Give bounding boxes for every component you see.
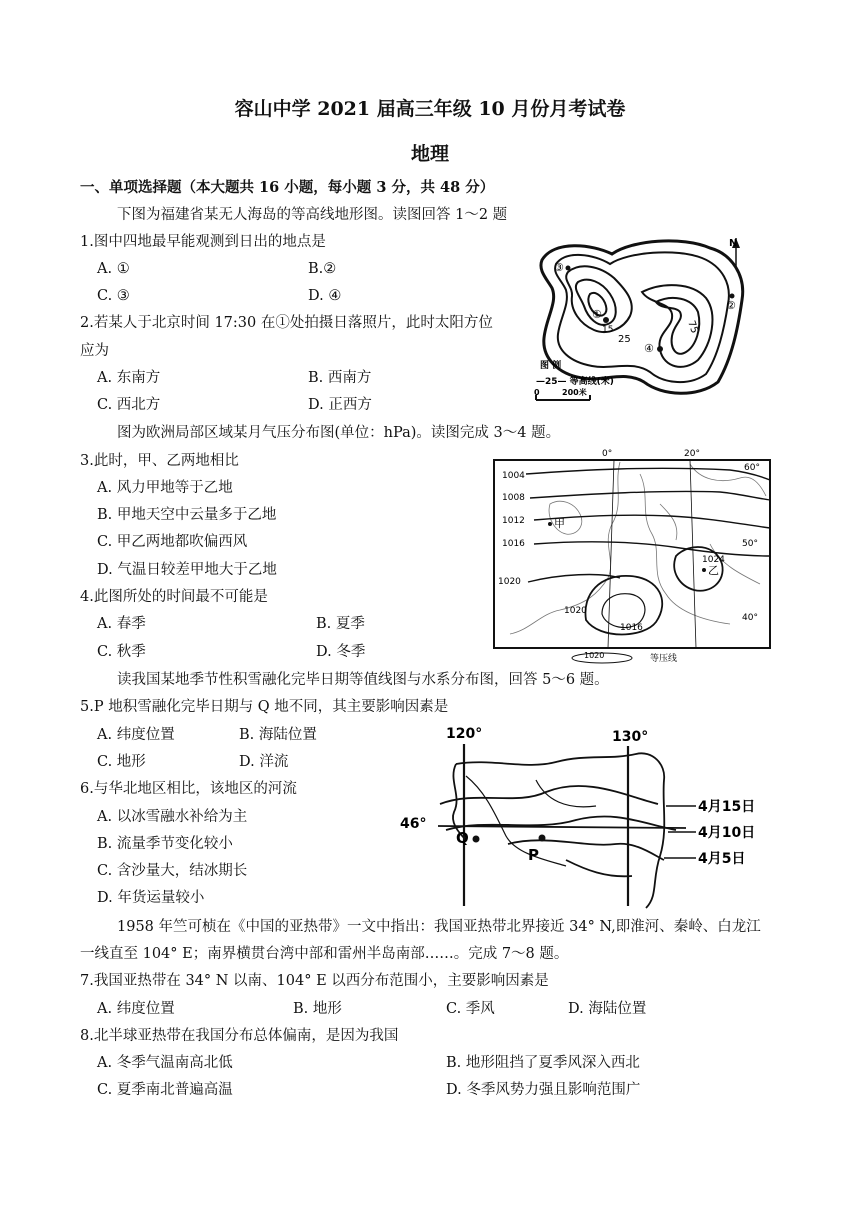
isobar-1008-label: 1008 [502,493,525,503]
isobar-1020-inner-label: 1020 [564,606,587,616]
lat-40-label: 40° [742,613,758,623]
q2-option-b: B. 西南方 [308,370,372,386]
q1-option-d: D. ④ [308,288,342,304]
group4-intro-line2: 一线直至 104° E；南界横贯台湾中部和雷州半岛南部……。完成 7～8 题。 [80,946,569,962]
q8-stem: 8.北半球亚热带在我国分布总体偏南，是因为我国 [80,1028,399,1044]
q6-stem: 6.与华北地区相比，该地区的河流 [80,781,297,797]
island-contour-map [532,232,762,412]
isoline-apr15-label: 4月15日 [698,799,756,815]
north-label: N [729,238,738,249]
legend-contour: —25— 等高线(米) [536,377,614,387]
point-2-label: ② [726,299,736,312]
q2-stem-line2: 应为 [80,343,109,359]
exam-title: 容山中学 2021 届高三年级 10 月份月考试卷 [234,98,626,120]
point-4-label: ④ [644,342,654,355]
isoline-apr10-label: 4月10日 [698,825,756,841]
q5-option-c: C. 地形 [97,754,146,770]
point-p-label: P [528,846,539,864]
point-q-label: Q [456,829,469,847]
legend-isobar-value: 1020 [584,651,605,660]
q8-option-b: B. 地形阻挡了夏季风深入西北 [446,1055,640,1071]
group2-intro: 图为欧洲局部区域某月气压分布图(单位：hPa)。读图完成 3～4 题。 [117,425,561,441]
group3-intro: 读我国某地季节性积雪融化完毕日期等值线图与水系分布图，回答 5～6 题。 [117,672,609,688]
lon-130-label: 130° [612,729,649,745]
q1-option-c: C. ③ [97,288,130,304]
point-yi-label: 乙 [708,564,719,577]
point-jia-label: 甲 [554,517,565,530]
q7-option-a: A. 纬度位置 [97,1001,175,1017]
q5-option-a: A. 纬度位置 [97,727,175,743]
point-3-label: ③ [554,261,564,274]
lon-120-label: 120° [446,726,483,742]
q7-option-d: D. 海陆位置 [568,1001,647,1017]
q2-option-c: C. 西北方 [97,397,161,413]
lat-50-label: 50° [742,539,758,549]
contour-75-label: 75 [685,319,700,335]
snowmelt-isoline-map [396,720,786,910]
lon-20-label: 20° [684,449,700,459]
isobar-1016-inner-label: 1016 [620,623,643,633]
q8-option-d: D. 冬季风势力强且影响范围广 [446,1082,641,1098]
q3-option-c: C. 甲乙两地都吹偏西风 [97,534,248,550]
q6-option-c: C. 含沙量大，结冰期长 [97,863,248,879]
q5-stem: 5.P 地积雪融化完毕日期与 Q 地不同，其主要影响因素是 [80,699,449,715]
q2-option-a: A. 东南方 [97,370,161,386]
isoline-apr5-label: 4月5日 [698,851,746,867]
q1-stem: 1.图中四地最早能观测到日出的地点是 [80,234,326,250]
q1-option-a: A. ① [97,261,130,277]
q6-option-a: A. 以冰雪融水补给为主 [97,809,248,825]
q1-option-b: B.② [308,261,337,277]
q3-option-a: A. 风力甲地等于乙地 [97,480,233,496]
q5-option-d: D. 洋流 [239,754,289,770]
subject-title: 地理 [410,143,449,165]
scale-200: 200米 [562,388,587,397]
q3-option-d: D. 气温日较差甲地大于乙地 [97,562,277,578]
section-heading: 一、单项选择题（本大题共 16 小题，每小题 3 分，共 48 分） [80,179,495,196]
lat-60-label: 60° [744,463,760,473]
europe-pressure-map [490,444,780,666]
q2-option-d: D. 正西方 [308,397,372,413]
q7-option-b: B. 地形 [293,1001,342,1017]
q6-option-d: D. 年货运量较小 [97,890,205,906]
q4-option-d: D. 冬季 [316,644,366,660]
q7-stem: 7.我国亚热带在 34° N 以南、104° E 以西分布范围小，主要影响因素是 [80,973,549,989]
q8-option-c: C. 夏季南北普遍高温 [97,1082,233,1098]
q4-option-a: A. 春季 [97,616,146,632]
q5-option-b: B. 海陆位置 [239,727,317,743]
isobar-1020-label: 1020 [498,577,521,587]
q6-option-b: B. 流量季节变化较小 [97,836,233,852]
legend-title: 图 例 [540,361,562,371]
isobar-1016-label: 1016 [502,539,525,549]
legend-isobar-text: 等压线 [650,654,678,664]
isobar-1004-label: 1004 [502,471,525,481]
q3-stem: 3.此时，甲、乙两地相比 [80,453,239,469]
scale-zero: 0 [534,388,540,397]
q7-option-c: C. 季风 [446,1001,495,1017]
q4-option-c: C. 秋季 [97,644,146,660]
q3-option-b: B. 甲地天空中云量多于乙地 [97,507,277,523]
q4-stem: 4.此图所处的时间最不可能是 [80,589,268,605]
isobar-1012-label: 1012 [502,516,525,526]
contour-25-label: 25 [618,334,631,345]
contour-15-label: 15 [602,325,614,335]
group4-intro-line1: 1958 年竺可桢在《中国的亚热带》一文中指出：我国亚热带北界接近 34° N,即淮河、秦岭、白龙江 [117,919,761,935]
lat-46-label: 46° [400,816,427,832]
point-1-label: ① [592,308,602,321]
q2-stem-line1: 2.若某人于北京时间 17:30 在①处拍摄日落照片，此时太阳方位 [80,315,493,331]
isobar-1024-label: 1024 [702,555,725,565]
group1-intro: 下图为福建省某无人海岛的等高线地形图。读图回答 1～2 题 [117,207,508,223]
q8-option-a: A. 冬季气温南高北低 [97,1055,233,1071]
lon-0-label: 0° [602,449,613,459]
q4-option-b: B. 夏季 [316,616,365,632]
